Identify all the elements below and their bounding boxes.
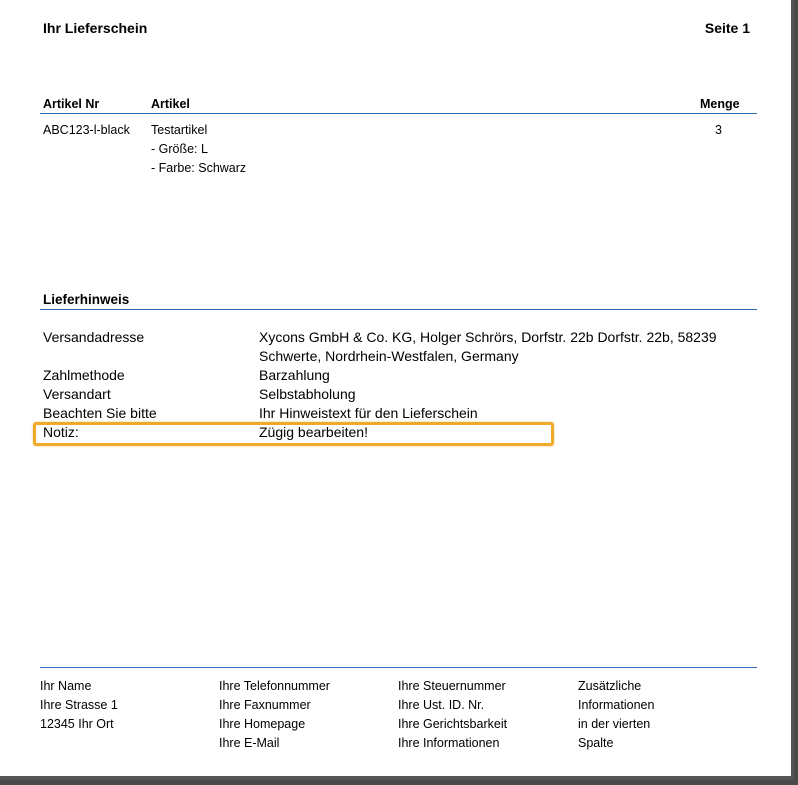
footer-line: Ihre Informationen [398, 736, 500, 750]
hint-value: Barzahlung [259, 367, 330, 383]
item-detail-size: - Größe: L [151, 142, 208, 156]
footer-line: Informationen [578, 698, 655, 712]
column-header-article-nr: Artikel Nr [43, 97, 100, 111]
footer-line: Ihre Ust. ID. Nr. [398, 698, 485, 712]
footer-line: 12345 Ihr Ort [40, 717, 114, 731]
hint-value: Ihr Hinweistext für den Lieferschein [259, 405, 478, 421]
footer-column-tax [398, 677, 507, 753]
hint-value: Selbstabholung [259, 386, 356, 402]
page-number: Seite 1 [704, 20, 750, 36]
hint-label: Beachten Sie bitte [43, 405, 157, 421]
footer-line: Zusätzliche [578, 679, 642, 693]
hint-label: Notiz: [43, 424, 79, 440]
footer-line: Ihre Faxnummer [219, 698, 311, 712]
delivery-note-title: Lieferhinweis [43, 292, 130, 307]
hint-value: Zügig bearbeiten! [259, 424, 368, 440]
footer-line: in der vierten [578, 717, 651, 731]
hint-value: Xycons GmbH & Co. KG, Holger Schrörs, Dorfstr. 22b Dorfstr. 22b, 58239 Schwerte, Nordrhein-Westfalen, Germany [259, 329, 717, 364]
document-title: Ihr Lieferschein [43, 20, 148, 36]
column-header-quantity: Menge [700, 97, 740, 111]
footer-line: Ihre Homepage [219, 717, 306, 731]
hint-label: Zahlmethode [43, 367, 125, 383]
item-article-nr: ABC123-l-black [43, 123, 130, 137]
column-header-article: Artikel [151, 97, 190, 111]
footer-line: Ihre Gerichtsbarkeit [398, 717, 508, 731]
items-header-rule [40, 113, 757, 114]
item-detail-color: - Farbe: Schwarz [151, 161, 247, 175]
hint-label: Versandadresse [43, 329, 145, 345]
footer-column-additional [578, 677, 654, 753]
delivery-note-rule [40, 309, 757, 310]
footer-line: Ihre Strasse 1 [40, 698, 118, 712]
footer-line: Ihre Telefonnummer [219, 679, 330, 693]
footer-rule [40, 667, 757, 668]
item-quantity: 3 [715, 123, 722, 137]
footer-line: Spalte [578, 736, 614, 750]
hint-label: Versandart [43, 386, 111, 402]
item-article [151, 121, 246, 178]
item-article-name: Testartikel [151, 123, 208, 137]
footer-column-contact [219, 677, 330, 753]
footer-line: Ihre Steuernummer [398, 679, 506, 693]
footer-line: Ihre E-Mail [219, 736, 280, 750]
footer-column-address [40, 677, 118, 734]
note-highlight-box [33, 422, 554, 446]
footer-line: Ihr Name [40, 679, 92, 693]
